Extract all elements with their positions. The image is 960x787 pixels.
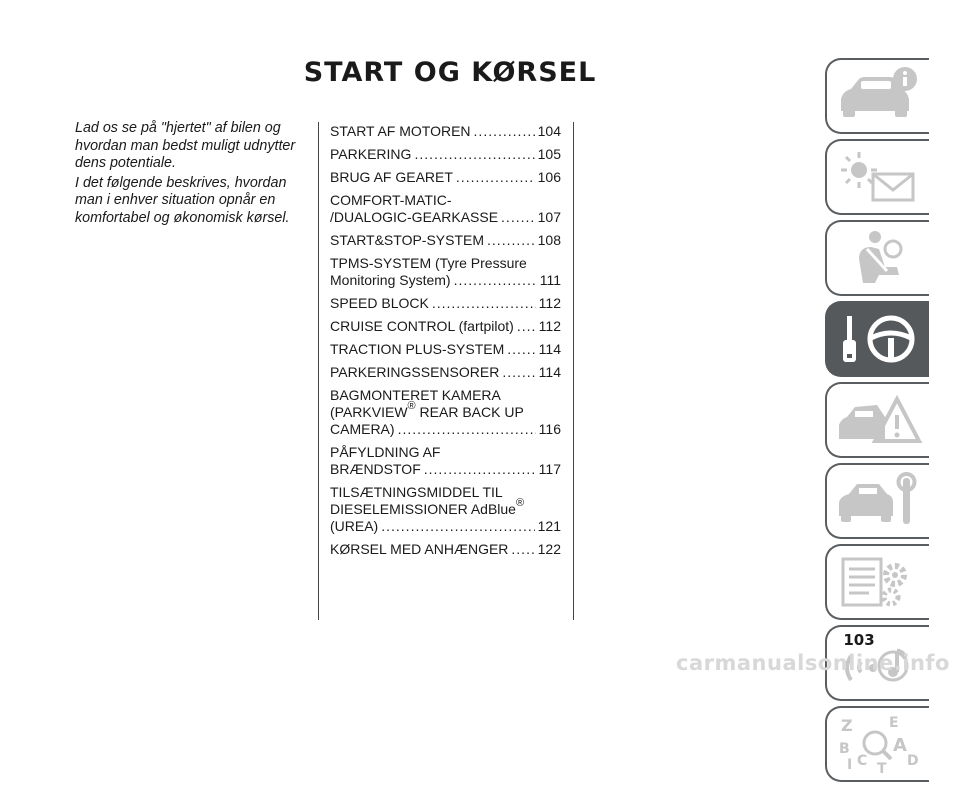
- toc-page-number: 114: [538, 341, 561, 357]
- car-info-icon: [833, 65, 923, 127]
- registered-mark: ®: [407, 400, 416, 413]
- seat-airbag-icon: [833, 227, 923, 289]
- car-tools-icon: [833, 470, 923, 532]
- toc-entry-text-after: REAR BACK UP: [415, 404, 524, 420]
- column-divider-left: [318, 122, 319, 620]
- svg-text:I: I: [847, 757, 853, 773]
- toc-leader-dots: [398, 421, 536, 438]
- toc-leader-dots: [501, 209, 535, 226]
- toc-entry[interactable]: [330, 146, 561, 163]
- toc-entry-last-line: [330, 209, 561, 226]
- chapter-tabs: [825, 58, 929, 787]
- toc-entry-last-line: [330, 421, 561, 438]
- toc-entry-title: (UREA): [330, 518, 379, 534]
- toc-entry[interactable]: [330, 444, 561, 478]
- tab-start-driving[interactable]: [825, 301, 929, 377]
- svg-text:E: E: [889, 715, 899, 731]
- toc-entry-title: PARKERINGSSENSORER: [330, 364, 500, 380]
- toc-entry[interactable]: [330, 169, 561, 186]
- registered-mark: ®: [515, 497, 525, 510]
- toc-page-number: 107: [537, 209, 561, 225]
- toc-page-number: 112: [538, 295, 561, 311]
- tab-seat-airbag[interactable]: [825, 220, 929, 296]
- toc-page-number: 106: [537, 169, 561, 185]
- toc-entry-last-line: [330, 272, 561, 289]
- toc-leader-dots: [502, 364, 535, 381]
- toc-entry-title: KØRSEL MED ANHÆNGER: [330, 541, 509, 557]
- technical-data-gear-icon: [833, 551, 923, 613]
- column-divider-right: [573, 122, 574, 620]
- toc-entry[interactable]: [330, 484, 561, 535]
- intro-text: [75, 120, 310, 229]
- table-of-contents: [330, 123, 561, 564]
- toc-entry-title: START AF MOTOREN: [330, 123, 471, 139]
- toc-entry-line: COMFORT-MATIC-: [330, 192, 452, 208]
- toc-entry[interactable]: [330, 192, 561, 226]
- toc-entry[interactable]: [330, 295, 561, 312]
- toc-page-number: 114: [538, 364, 561, 380]
- tab-car-info[interactable]: [825, 58, 929, 134]
- toc-entry-title: BRÆNDSTOF: [330, 461, 421, 477]
- alphabetical-index-icon: [833, 713, 923, 775]
- toc-entry-line: [330, 497, 561, 518]
- toc-page-number: 111: [539, 272, 561, 288]
- svg-text:D: D: [907, 753, 919, 769]
- toc-entry-last-line: [330, 541, 561, 558]
- toc-leader-dots: [487, 232, 535, 249]
- toc-entry-title: Monitoring System): [330, 272, 451, 288]
- key-steering-wheel-icon: [833, 308, 923, 370]
- svg-text:C: C: [857, 753, 868, 769]
- toc-leader-dots: [424, 461, 536, 478]
- toc-entry-text: DIESELEMISSIONER AdBlue: [330, 501, 516, 517]
- tab-technical-data[interactable]: [825, 544, 929, 620]
- emergency-warning-icon: [833, 389, 923, 451]
- toc-leader-dots: [456, 169, 535, 186]
- toc-entry-title: PARKERING: [330, 146, 412, 162]
- toc-entry[interactable]: [330, 318, 561, 335]
- page-title: START OG KØRSEL: [303, 57, 597, 88]
- toc-entry-last-line: [330, 318, 561, 335]
- toc-leader-dots: [414, 146, 534, 163]
- toc-page-number: 112: [538, 318, 561, 334]
- toc-entry[interactable]: [330, 123, 561, 140]
- toc-entry-title: SPEED BLOCK: [330, 295, 429, 311]
- toc-entry-last-line: [330, 295, 561, 312]
- svg-text:B: B: [839, 741, 850, 757]
- toc-entry-last-line: [330, 364, 561, 381]
- toc-entry-title: /DUALOGIC-GEARKASSE: [330, 209, 499, 225]
- toc-entry-line: TILSÆTNINGSMIDDEL TIL: [330, 484, 503, 500]
- tab-emergency[interactable]: [825, 382, 929, 458]
- toc-page-number: 104: [537, 123, 561, 139]
- toc-leader-dots: [511, 541, 534, 558]
- toc-page-number: 108: [537, 232, 561, 248]
- tab-index[interactable]: [825, 706, 929, 782]
- toc-entry-text: (PARKVIEW: [330, 404, 408, 420]
- toc-leader-dots: [454, 272, 537, 289]
- toc-page-number: 116: [538, 421, 561, 437]
- toc-entry[interactable]: [330, 341, 561, 358]
- toc-entry-title: CAMERA): [330, 421, 395, 437]
- intro-paragraph-2: I det følgende beskrives, hvordan man i enhver situation opnår en komfortabel og økonomisk kørsel.: [75, 174, 290, 226]
- toc-page-number: 122: [537, 541, 561, 557]
- toc-entry-last-line: [330, 341, 561, 358]
- toc-entry[interactable]: [330, 541, 561, 558]
- toc-page-number: 121: [537, 518, 561, 534]
- svg-text:A: A: [893, 735, 907, 756]
- toc-page-number: 117: [538, 461, 561, 477]
- toc-entry[interactable]: [330, 255, 561, 289]
- warning-lights-message-icon: [833, 146, 923, 208]
- toc-entry-line: BAGMONTERET KAMERA: [330, 387, 501, 403]
- toc-leader-dots: [432, 295, 536, 312]
- toc-entry[interactable]: [330, 364, 561, 381]
- toc-entry[interactable]: [330, 387, 561, 438]
- toc-entry-line: [330, 400, 561, 421]
- toc-leader-dots: [517, 318, 536, 335]
- toc-leader-dots: [507, 341, 535, 358]
- toc-entry-last-line: [330, 518, 561, 535]
- toc-entry-last-line: [330, 146, 561, 163]
- svg-text:Z: Z: [841, 716, 853, 735]
- page-number: 103: [843, 631, 875, 649]
- toc-entry-title: TRACTION PLUS-SYSTEM: [330, 341, 505, 357]
- tab-warning-lights[interactable]: [825, 139, 929, 215]
- svg-text:T: T: [877, 761, 887, 775]
- tab-maintenance[interactable]: [825, 463, 929, 539]
- toc-entry-last-line: [330, 123, 561, 140]
- toc-entry-line: TPMS-SYSTEM (Tyre Pressure: [330, 255, 527, 271]
- toc-entry-last-line: [330, 461, 561, 478]
- toc-leader-dots: [474, 123, 535, 140]
- intro-paragraph-1: Lad os se på "hjertet" af bilen og hvordan man bedst muligt udnytter dens potentiale.: [75, 120, 296, 171]
- toc-entry-last-line: [330, 169, 561, 186]
- watermark: carmanualsonline.info: [676, 651, 950, 675]
- toc-leader-dots: [381, 518, 534, 535]
- toc-entry-title: BRUG AF GEARET: [330, 169, 453, 185]
- toc-page-number: 105: [537, 146, 561, 162]
- toc-entry-line: PÅFYLDNING AF: [330, 444, 441, 460]
- toc-entry-title: START&STOP-SYSTEM: [330, 232, 485, 248]
- toc-entry[interactable]: [330, 232, 561, 249]
- toc-entry-last-line: [330, 232, 561, 249]
- toc-entry-title: CRUISE CONTROL (fartpilot): [330, 318, 514, 334]
